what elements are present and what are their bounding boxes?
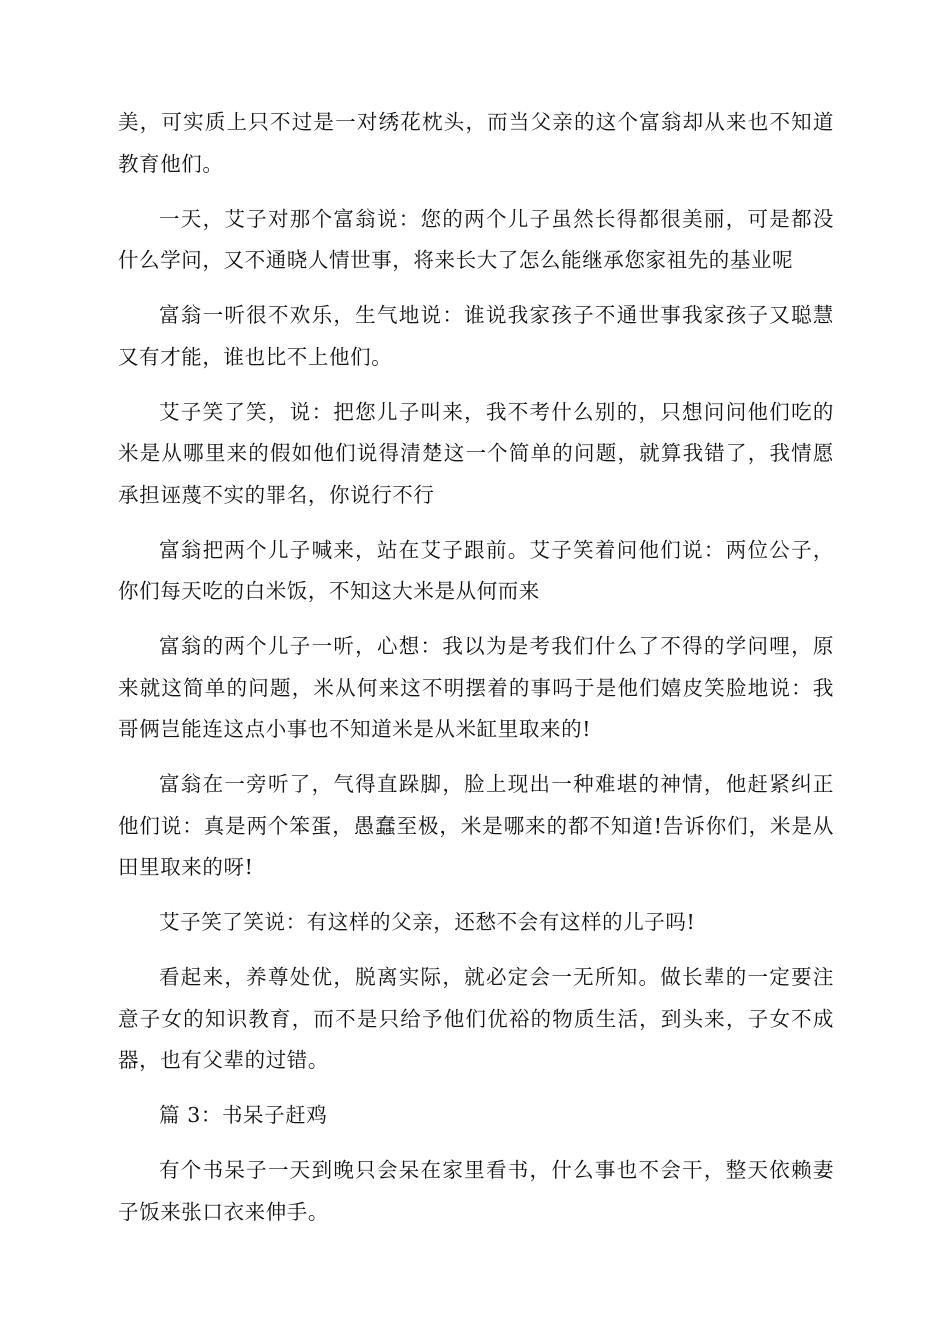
paragraph-11: 有个书呆子一天到晚只会呆在家里看书，什么事也不会干，整天依赖妻子饭来张口衣来伸手。 [118, 1158, 834, 1224]
paragraph-6: 富翁的两个儿子一听，心想：我以为是考我们什么了不得的学问哩，原来就这简单的问题，米从何来这不明摆着的事吗于是他们嬉皮笑脸地说：我哥俩岂能连这点小事也不知道米是从米缸里取来的! [118, 634, 834, 741]
section-heading: 篇 3：书呆子赶鸡 [159, 1103, 328, 1127]
paragraph-2: 一天，艾子对那个富翁说：您的两个儿子虽然长得都很美丽，可是都没什么学问，又不通晓人情世事，将来长大了怎么能继承您家祖先的基业呢 [118, 206, 834, 272]
paragraph-9: 看起来，养尊处优，脱离实际，就必定会一无所知。做长辈的一定要注意子女的知识教育，而不是只给予他们优裕的物质生活，到头来，子女不成器，也有父辈的过错。 [118, 965, 834, 1072]
paragraph-7: 富翁在一旁听了，气得直跺脚，脸上现出一种难堪的神情，他赶紧纠正他们说：真是两个笨蛋，愚蠢至极，米是哪来的都不知道!告诉你们，米是从田里取来的呀! [118, 772, 834, 879]
document-page [118, 102, 834, 1247]
paragraph-1: 美，可实质上只不过是一对绣花枕头，而当父亲的这个富翁却从来也不知道教育他们。 [118, 110, 834, 176]
paragraph-4: 艾子笑了笑，说：把您儿子叫来，我不考什么别的，只想问问他们吃的米是从哪里来的假如他们说得清楚这一个简单的问题，就算我错了，我情愿承担诬蔑不实的罪名，你说行不行 [118, 399, 834, 507]
paragraph-3: 富翁一听很不欢乐，生气地说：谁说我家孩子不通世事我家孩子又聪慧又有才能，谁也比不上他们。 [118, 303, 834, 369]
paragraph-5: 富翁把两个儿子喊来，站在艾子跟前。艾子笑着问他们说：两位公子，你们每天吃的白米饭，不知这大米是从何而来 [118, 537, 834, 603]
paragraph-8: 艾子笑了笑说：有这样的父亲，还愁不会有这样的儿子吗! [159, 910, 696, 934]
